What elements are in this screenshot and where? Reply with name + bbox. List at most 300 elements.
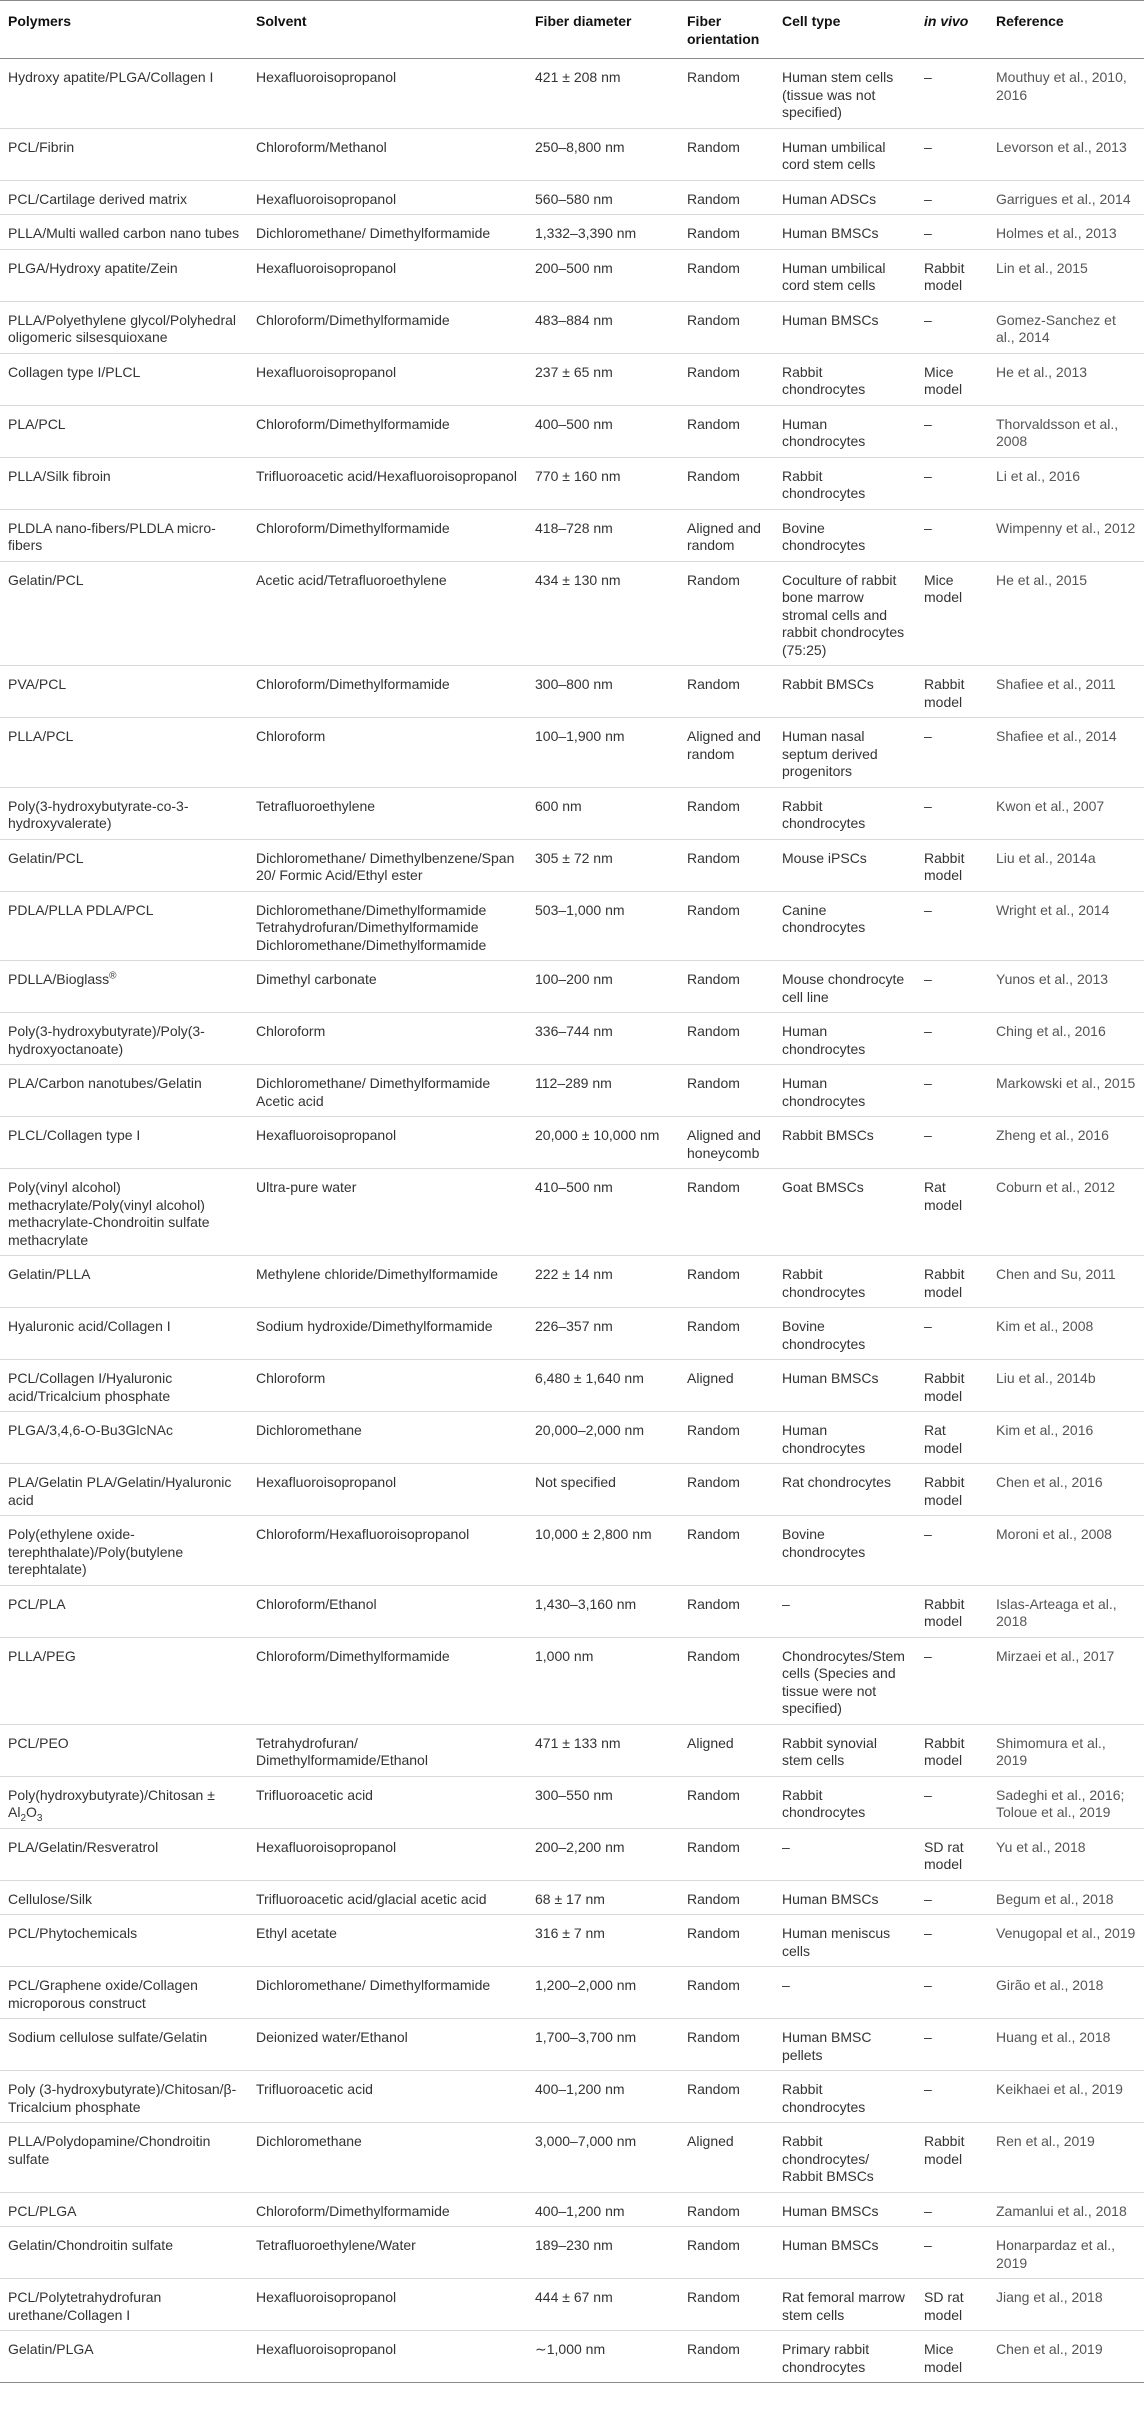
table-row (0, 353, 1144, 405)
cell-polymers: PLGA/Hydroxy apatite/Zein (0, 249, 248, 301)
cell-reference: Coburn et al., 2012 (988, 1169, 1144, 1256)
cell-solvent: Chloroform/Dimethylformamide (248, 301, 527, 353)
cell-fiber-orientation: Random (679, 2071, 774, 2123)
cell-reference: Wright et al., 2014 (988, 891, 1144, 961)
cell-solvent: Trifluoroacetic acid/glacial acetic acid (248, 1880, 527, 1915)
cell-solvent: Hexafluoroisopropanol (248, 1464, 527, 1516)
table-row (0, 1585, 1144, 1637)
cell-solvent: Tetrahydrofuran/ Dimethylformamide/Ethanol (248, 1724, 527, 1776)
cell-solvent: Tetrafluoroethylene (248, 787, 527, 839)
table-row (0, 1828, 1144, 1880)
cell-solvent: Acetic acid/Tetrafluoroethylene (248, 561, 527, 666)
cell-solvent: Hexafluoroisopropanol (248, 180, 527, 215)
cell-solvent: Sodium hydroxide/Dimethylformamide (248, 1308, 527, 1360)
cell-fiber-diameter: 503–1,000 nm (527, 891, 679, 961)
cell-fiber-diameter: 336–744 nm (527, 1013, 679, 1065)
cell-in-vivo: – (916, 1013, 988, 1065)
cell-fiber-orientation: Random (679, 1880, 774, 1915)
cell-polymers: PCL/PLGA (0, 2192, 248, 2227)
table-row (0, 180, 1144, 215)
cell-polymers: Gelatin/Chondroitin sulfate (0, 2227, 248, 2279)
cell-cell-type: Human chondrocytes (774, 1412, 916, 1464)
cell-cell-type: Human BMSC pellets (774, 2019, 916, 2071)
cell-in-vivo: Rabbit model (916, 2123, 988, 2193)
cell-solvent: Hexafluoroisopropanol (248, 2331, 527, 2383)
cell-reference: Shafiee et al., 2014 (988, 718, 1144, 788)
table-row (0, 787, 1144, 839)
cell-polymers: PLDLA nano-fibers/PLDLA micro-fibers (0, 509, 248, 561)
cell-fiber-diameter: 3,000–7,000 nm (527, 2123, 679, 2193)
cell-cell-type: Bovine chondrocytes (774, 509, 916, 561)
cell-polymers: PLLA/PEG (0, 1637, 248, 1724)
cell-cell-type: Mouse iPSCs (774, 839, 916, 891)
cell-cell-type: Human BMSCs (774, 215, 916, 250)
cell-cell-type: Rat femoral marrow stem cells (774, 2279, 916, 2331)
cell-fiber-diameter: 200–2,200 nm (527, 1828, 679, 1880)
cell-in-vivo: Rabbit model (916, 1724, 988, 1776)
cell-fiber-diameter: 68 ± 17 nm (527, 1880, 679, 1915)
cell-polymers: PCL/Collagen I/Hyaluronic acid/Tricalcium phosphate (0, 1360, 248, 1412)
cell-cell-type: Coculture of rabbit bone marrow stromal cells and rabbit chondrocytes (75:25) (774, 561, 916, 666)
cell-polymers: Sodium cellulose sulfate/Gelatin (0, 2019, 248, 2071)
table-row (0, 2071, 1144, 2123)
table-row (0, 1915, 1144, 1967)
cell-polymers: PLA/PCL (0, 405, 248, 457)
cell-cell-type: Primary rabbit chondrocytes (774, 2331, 916, 2383)
cell-in-vivo: Rabbit model (916, 1256, 988, 1308)
cell-fiber-orientation: Random (679, 1256, 774, 1308)
cell-cell-type: Human chondrocytes (774, 1013, 916, 1065)
cell-in-vivo: – (916, 1967, 988, 2019)
cell-fiber-diameter: 20,000–2,000 nm (527, 1412, 679, 1464)
cell-cell-type: Rabbit chondrocytes (774, 457, 916, 509)
cell-in-vivo: – (916, 1516, 988, 1586)
cell-solvent: Trifluoroacetic acid/Hexafluoroisopropanol (248, 457, 527, 509)
cell-in-vivo: – (916, 1880, 988, 1915)
cell-reference: Garrigues et al., 2014 (988, 180, 1144, 215)
table-row (0, 561, 1144, 666)
cell-solvent: Chloroform/Methanol (248, 128, 527, 180)
cell-solvent: Chloroform (248, 1013, 527, 1065)
cell-in-vivo: Mice model (916, 353, 988, 405)
table-row (0, 961, 1144, 1013)
cell-reference: Honarpardaz et al., 2019 (988, 2227, 1144, 2279)
cell-fiber-orientation: Random (679, 1585, 774, 1637)
cell-fiber-orientation: Random (679, 839, 774, 891)
cell-fiber-orientation: Random (679, 666, 774, 718)
table-row (0, 1308, 1144, 1360)
cell-polymers: Poly(3-hydroxybutyrate)/Poly(3-hydroxyoctanoate) (0, 1013, 248, 1065)
cell-fiber-diameter: 200–500 nm (527, 249, 679, 301)
cell-cell-type: – (774, 1967, 916, 2019)
cell-polymers: Hydroxy apatite/PLGA/Collagen I (0, 59, 248, 129)
cell-fiber-diameter: 1,000 nm (527, 1637, 679, 1724)
cell-polymers: PLLA/Multi walled carbon nano tubes (0, 215, 248, 250)
cell-cell-type: Human BMSCs (774, 2227, 916, 2279)
cell-cell-type: Rat chondrocytes (774, 1464, 916, 1516)
cell-solvent: Chloroform (248, 718, 527, 788)
cell-reference: Gomez-Sanchez et al., 2014 (988, 301, 1144, 353)
cell-solvent: Chloroform/Dimethylformamide (248, 1637, 527, 1724)
cell-reference: Yu et al., 2018 (988, 1828, 1144, 1880)
cell-fiber-diameter: 600 nm (527, 787, 679, 839)
cell-cell-type: Human stem cells (tissue was not specified) (774, 59, 916, 129)
cell-polymers: Hyaluronic acid/Collagen I (0, 1308, 248, 1360)
cell-fiber-diameter: 471 ± 133 nm (527, 1724, 679, 1776)
cell-fiber-diameter: ∼1,000 nm (527, 2331, 679, 2383)
table-row (0, 1065, 1144, 1117)
table-row (0, 1256, 1144, 1308)
cell-fiber-diameter: 418–728 nm (527, 509, 679, 561)
cell-in-vivo: – (916, 2019, 988, 2071)
cell-fiber-orientation: Random (679, 1516, 774, 1586)
cell-fiber-orientation: Random (679, 249, 774, 301)
cell-fiber-orientation: Random (679, 787, 774, 839)
cell-reference: Thorvaldsson et al., 2008 (988, 405, 1144, 457)
cell-solvent: Tetrafluoroethylene/Water (248, 2227, 527, 2279)
cell-fiber-orientation: Aligned and random (679, 718, 774, 788)
table-header (0, 1, 1144, 59)
cell-fiber-orientation: Random (679, 215, 774, 250)
cell-solvent: Chloroform/Dimethylformamide (248, 405, 527, 457)
table-body (0, 59, 1144, 2383)
cell-cell-type: Human BMSCs (774, 2192, 916, 2227)
cell-polymers: PCL/Polytetrahydrofuran urethane/Collagen I (0, 2279, 248, 2331)
cell-in-vivo: – (916, 2227, 988, 2279)
cell-fiber-orientation: Random (679, 1915, 774, 1967)
cell-reference: Sadeghi et al., 2016; Toloue et al., 2019 (988, 1776, 1144, 1828)
cell-fiber-diameter: 305 ± 72 nm (527, 839, 679, 891)
cell-cell-type: Bovine chondrocytes (774, 1516, 916, 1586)
cell-cell-type: Human BMSCs (774, 1880, 916, 1915)
cell-polymers: Gelatin/PCL (0, 839, 248, 891)
cell-fiber-diameter: 222 ± 14 nm (527, 1256, 679, 1308)
cell-fiber-orientation: Random (679, 405, 774, 457)
cell-polymers: PCL/PEO (0, 1724, 248, 1776)
cell-in-vivo: – (916, 128, 988, 180)
cell-solvent: Hexafluoroisopropanol (248, 1117, 527, 1169)
cell-solvent: Ultra-pure water (248, 1169, 527, 1256)
cell-cell-type: Human umbilical cord stem cells (774, 249, 916, 301)
cell-fiber-orientation: Random (679, 2019, 774, 2071)
cell-polymers: Poly(ethylene oxide-terephthalate)/Poly(butylene terephtalate) (0, 1516, 248, 1586)
cell-fiber-diameter: 770 ± 160 nm (527, 457, 679, 509)
cell-in-vivo: – (916, 2192, 988, 2227)
cell-in-vivo: Rabbit model (916, 249, 988, 301)
cell-cell-type: Rabbit chondrocytes (774, 353, 916, 405)
table-row (0, 1360, 1144, 1412)
cell-fiber-diameter: 226–357 nm (527, 1308, 679, 1360)
cell-polymers: PLLA/Polydopamine/Chondroitin sulfate (0, 2123, 248, 2193)
table-row (0, 1412, 1144, 1464)
cell-cell-type: Rabbit chondrocytes (774, 787, 916, 839)
cell-reference: Moroni et al., 2008 (988, 1516, 1144, 1586)
table-row (0, 2227, 1144, 2279)
cell-polymers: PLLA/PCL (0, 718, 248, 788)
header-cell-type: Cell type (774, 1, 916, 59)
cell-in-vivo: – (916, 961, 988, 1013)
cell-fiber-diameter: 483–884 nm (527, 301, 679, 353)
table-row (0, 215, 1144, 250)
cell-in-vivo: – (916, 457, 988, 509)
cell-polymers: PLGA/3,4,6-O-Bu3GlcNAc (0, 1412, 248, 1464)
cell-fiber-diameter: 410–500 nm (527, 1169, 679, 1256)
cell-solvent: Dichloromethane/ Dimethylbenzene/Span 20/ Formic Acid/Ethyl ester (248, 839, 527, 891)
cell-fiber-orientation: Random (679, 180, 774, 215)
cell-fiber-orientation: Random (679, 353, 774, 405)
cell-fiber-orientation: Aligned (679, 1724, 774, 1776)
cell-polymers: PVA/PCL (0, 666, 248, 718)
cell-in-vivo: – (916, 891, 988, 961)
cell-in-vivo: SD rat model (916, 1828, 988, 1880)
cell-reference: Liu et al., 2014b (988, 1360, 1144, 1412)
cell-polymers: Poly(hydroxybutyrate)/Chitosan ± $Al_2O_3$ (0, 1776, 248, 1828)
table-row (0, 2123, 1144, 2193)
table-row (0, 2019, 1144, 2071)
cell-solvent: Dimethyl carbonate (248, 961, 527, 1013)
cell-in-vivo: – (916, 1117, 988, 1169)
cell-reference: Holmes et al., 2013 (988, 215, 1144, 250)
cell-reference: Begum et al., 2018 (988, 1880, 1144, 1915)
cell-cell-type: Goat BMSCs (774, 1169, 916, 1256)
table-row (0, 2192, 1144, 2227)
cell-reference: Kim et al., 2008 (988, 1308, 1144, 1360)
cell-fiber-orientation: Random (679, 1065, 774, 1117)
cell-fiber-diameter: 400–1,200 nm (527, 2071, 679, 2123)
cell-polymers: Gelatin/PLLA (0, 1256, 248, 1308)
cell-solvent: Dichloromethane (248, 2123, 527, 2193)
cell-fiber-orientation: Random (679, 961, 774, 1013)
cell-reference: Shimomura et al., 2019 (988, 1724, 1144, 1776)
cell-polymers: PLA/Gelatin PLA/Gelatin/Hyaluronic acid (0, 1464, 248, 1516)
table-row (0, 718, 1144, 788)
cell-reference: Yunos et al., 2013 (988, 961, 1144, 1013)
cell-polymers: Collagen type I/PLCL (0, 353, 248, 405)
cell-fiber-diameter: 1,332–3,390 nm (527, 215, 679, 250)
cell-polymers: PLCL/Collagen type I (0, 1117, 248, 1169)
cell-fiber-diameter: 400–1,200 nm (527, 2192, 679, 2227)
cell-solvent: Dichloromethane/ Dimethylformamide (248, 215, 527, 250)
cell-cell-type: Bovine chondrocytes (774, 1308, 916, 1360)
cell-fiber-diameter: 6,480 ± 1,640 nm (527, 1360, 679, 1412)
table-row (0, 1880, 1144, 1915)
table-row (0, 249, 1144, 301)
table-row (0, 301, 1144, 353)
cell-fiber-diameter: 237 ± 65 nm (527, 353, 679, 405)
cell-in-vivo: – (916, 59, 988, 129)
cell-fiber-orientation: Aligned and random (679, 509, 774, 561)
cell-polymers: PCL/PLA (0, 1585, 248, 1637)
cell-in-vivo: Mice model (916, 561, 988, 666)
cell-reference: Zheng et al., 2016 (988, 1117, 1144, 1169)
cell-reference: Levorson et al., 2013 (988, 128, 1144, 180)
cell-cell-type: Mouse chondrocyte cell line (774, 961, 916, 1013)
cell-fiber-diameter: 100–200 nm (527, 961, 679, 1013)
cell-solvent: Trifluoroacetic acid (248, 2071, 527, 2123)
table-row (0, 891, 1144, 961)
cell-reference: Keikhaei et al., 2019 (988, 2071, 1144, 2123)
cell-fiber-diameter: 421 ± 208 nm (527, 59, 679, 129)
cell-cell-type: Rabbit BMSCs (774, 666, 916, 718)
cell-in-vivo: – (916, 180, 988, 215)
cell-fiber-diameter: 300–550 nm (527, 1776, 679, 1828)
cell-polymers: Gelatin/PLGA (0, 2331, 248, 2383)
cell-solvent: Dichloromethane/Dimethylformamide Tetrahydrofuran/Dimethylformamide Dichloromethane/Dimethylformamide (248, 891, 527, 961)
cell-fiber-orientation: Random (679, 2331, 774, 2383)
cell-reference: Wimpenny et al., 2012 (988, 509, 1144, 561)
cell-fiber-orientation: Random (679, 1828, 774, 1880)
cell-cell-type: – (774, 1585, 916, 1637)
header-solvent: Solvent (248, 1, 527, 59)
cell-reference: Ren et al., 2019 (988, 2123, 1144, 2193)
table-row (0, 839, 1144, 891)
cell-in-vivo: – (916, 787, 988, 839)
cell-reference: Girão et al., 2018 (988, 1967, 1144, 2019)
cell-cell-type: Human BMSCs (774, 301, 916, 353)
cell-polymers: PLA/Carbon nanotubes/Gelatin (0, 1065, 248, 1117)
cell-polymers: PCL/Cartilage derived matrix (0, 180, 248, 215)
cell-in-vivo: – (916, 1915, 988, 1967)
cell-cell-type: – (774, 1828, 916, 1880)
cell-fiber-orientation: Random (679, 128, 774, 180)
cell-cell-type: Chondrocytes/Stem cells (Species and tissue were not specified) (774, 1637, 916, 1724)
cell-polymers: PLA/Gelatin/Resveratrol (0, 1828, 248, 1880)
cell-fiber-diameter: 434 ± 130 nm (527, 561, 679, 666)
cell-polymers: PLLA/Silk fibroin (0, 457, 248, 509)
cell-in-vivo: – (916, 509, 988, 561)
cell-in-vivo: SD rat model (916, 2279, 988, 2331)
cell-solvent: Chloroform/Dimethylformamide (248, 2192, 527, 2227)
cell-in-vivo: – (916, 1637, 988, 1724)
cell-fiber-orientation: Random (679, 1308, 774, 1360)
cell-cell-type: Human BMSCs (774, 1360, 916, 1412)
cell-fiber-diameter: 1,430–3,160 nm (527, 1585, 679, 1637)
cell-fiber-diameter: 560–580 nm (527, 180, 679, 215)
cell-solvent: Ethyl acetate (248, 1915, 527, 1967)
cell-cell-type: Human meniscus cells (774, 1915, 916, 1967)
cell-fiber-diameter: 112–289 nm (527, 1065, 679, 1117)
cell-reference: He et al., 2013 (988, 353, 1144, 405)
cell-in-vivo: Mice model (916, 2331, 988, 2383)
cell-solvent: Methylene chloride/Dimethylformamide (248, 1256, 527, 1308)
cell-cell-type: Canine chondrocytes (774, 891, 916, 961)
table-row (0, 1967, 1144, 2019)
cell-reference: Lin et al., 2015 (988, 249, 1144, 301)
cell-solvent: Chloroform (248, 1360, 527, 1412)
cell-fiber-orientation: Aligned and honeycomb (679, 1117, 774, 1169)
table-row (0, 1776, 1144, 1828)
table-row (0, 1117, 1144, 1169)
cell-cell-type: Human ADSCs (774, 180, 916, 215)
cell-in-vivo: Rabbit model (916, 666, 988, 718)
cell-reference: Chen and Su, 2011 (988, 1256, 1144, 1308)
cell-cell-type: Human umbilical cord stem cells (774, 128, 916, 180)
cell-in-vivo: Rabbit model (916, 1360, 988, 1412)
cell-in-vivo: – (916, 1776, 988, 1828)
cell-reference: He et al., 2015 (988, 561, 1144, 666)
cell-cell-type: Rabbit chondrocytes (774, 1256, 916, 1308)
cell-polymers: Poly (3-hydroxybutyrate)/Chitosan/β-Tricalcium phosphate (0, 2071, 248, 2123)
cell-polymers: Poly(vinyl alcohol) methacrylate/Poly(vinyl alcohol) methacrylate-Chondroitin sulfate methacrylate (0, 1169, 248, 1256)
cell-fiber-orientation: Random (679, 1967, 774, 2019)
table-row (0, 128, 1144, 180)
cell-reference: Mouthuy et al., 2010, 2016 (988, 59, 1144, 129)
table-row (0, 457, 1144, 509)
cell-fiber-diameter: Not specified (527, 1464, 679, 1516)
cell-in-vivo: – (916, 301, 988, 353)
cell-cell-type: Human chondrocytes (774, 405, 916, 457)
cell-cell-type: Human chondrocytes (774, 1065, 916, 1117)
table-row (0, 666, 1144, 718)
cell-in-vivo: – (916, 405, 988, 457)
cell-fiber-orientation: Random (679, 1776, 774, 1828)
cell-cell-type: Rabbit synovial stem cells (774, 1724, 916, 1776)
cell-polymers: PDLA/PLLA PDLA/PCL (0, 891, 248, 961)
cell-polymers: Poly(3-hydroxybutyrate-co-3-hydroxyvalerate) (0, 787, 248, 839)
cell-reference: Shafiee et al., 2011 (988, 666, 1144, 718)
cell-reference: Ching et al., 2016 (988, 1013, 1144, 1065)
cell-solvent: Chloroform/Dimethylformamide (248, 509, 527, 561)
cell-fiber-orientation: Aligned (679, 1360, 774, 1412)
table-row (0, 2331, 1144, 2383)
cell-in-vivo: Rabbit model (916, 1585, 988, 1637)
cell-polymers: Gelatin/PCL (0, 561, 248, 666)
cell-fiber-orientation: Random (679, 1013, 774, 1065)
cell-polymers: PCL/Phytochemicals (0, 1915, 248, 1967)
header-polymers: Polymers (0, 1, 248, 59)
cell-fiber-diameter: 400–500 nm (527, 405, 679, 457)
cell-fiber-diameter: 316 ± 7 nm (527, 1915, 679, 1967)
table-row (0, 1724, 1144, 1776)
cell-solvent: Hexafluoroisopropanol (248, 249, 527, 301)
cell-fiber-orientation: Random (679, 561, 774, 666)
header-row (0, 1, 1144, 59)
cell-in-vivo: – (916, 718, 988, 788)
table-row (0, 1637, 1144, 1724)
cell-fiber-orientation: Random (679, 891, 774, 961)
cell-solvent: Dichloromethane/ Dimethylformamide Acetic acid (248, 1065, 527, 1117)
cell-solvent: Dichloromethane/ Dimethylformamide (248, 1967, 527, 2019)
table-row (0, 1169, 1144, 1256)
cell-in-vivo: Rabbit model (916, 839, 988, 891)
table-row (0, 509, 1144, 561)
cell-solvent: Chloroform/Hexafluoroisopropanol (248, 1516, 527, 1586)
cell-fiber-orientation: Random (679, 1464, 774, 1516)
cell-solvent: Hexafluoroisopropanol (248, 353, 527, 405)
cell-reference: Kim et al., 2016 (988, 1412, 1144, 1464)
cell-reference: Chen et al., 2016 (988, 1464, 1144, 1516)
cell-solvent: Deionized water/Ethanol (248, 2019, 527, 2071)
cell-fiber-diameter: 250–8,800 nm (527, 128, 679, 180)
cell-polymers: PDLLA/Bioglass® (0, 961, 248, 1013)
cell-fiber-orientation: Random (679, 2279, 774, 2331)
cell-cell-type: Human nasal septum derived progenitors (774, 718, 916, 788)
table-row (0, 59, 1144, 129)
cell-fiber-diameter: 300–800 nm (527, 666, 679, 718)
cell-reference: Jiang et al., 2018 (988, 2279, 1144, 2331)
cell-fiber-orientation: Random (679, 1637, 774, 1724)
header-fiber-diameter: Fiber diameter (527, 1, 679, 59)
cell-fiber-orientation: Random (679, 301, 774, 353)
header-in-vivo: in vivo (916, 1, 988, 59)
cell-solvent: Chloroform/Dimethylformamide (248, 666, 527, 718)
cell-reference: Kwon et al., 2007 (988, 787, 1144, 839)
cell-polymers: PCL/Graphene oxide/Collagen microporous construct (0, 1967, 248, 2019)
table-row (0, 1013, 1144, 1065)
cell-fiber-diameter: 100–1,900 nm (527, 718, 679, 788)
cell-reference: Zamanlui et al., 2018 (988, 2192, 1144, 2227)
cell-fiber-orientation: Random (679, 1412, 774, 1464)
